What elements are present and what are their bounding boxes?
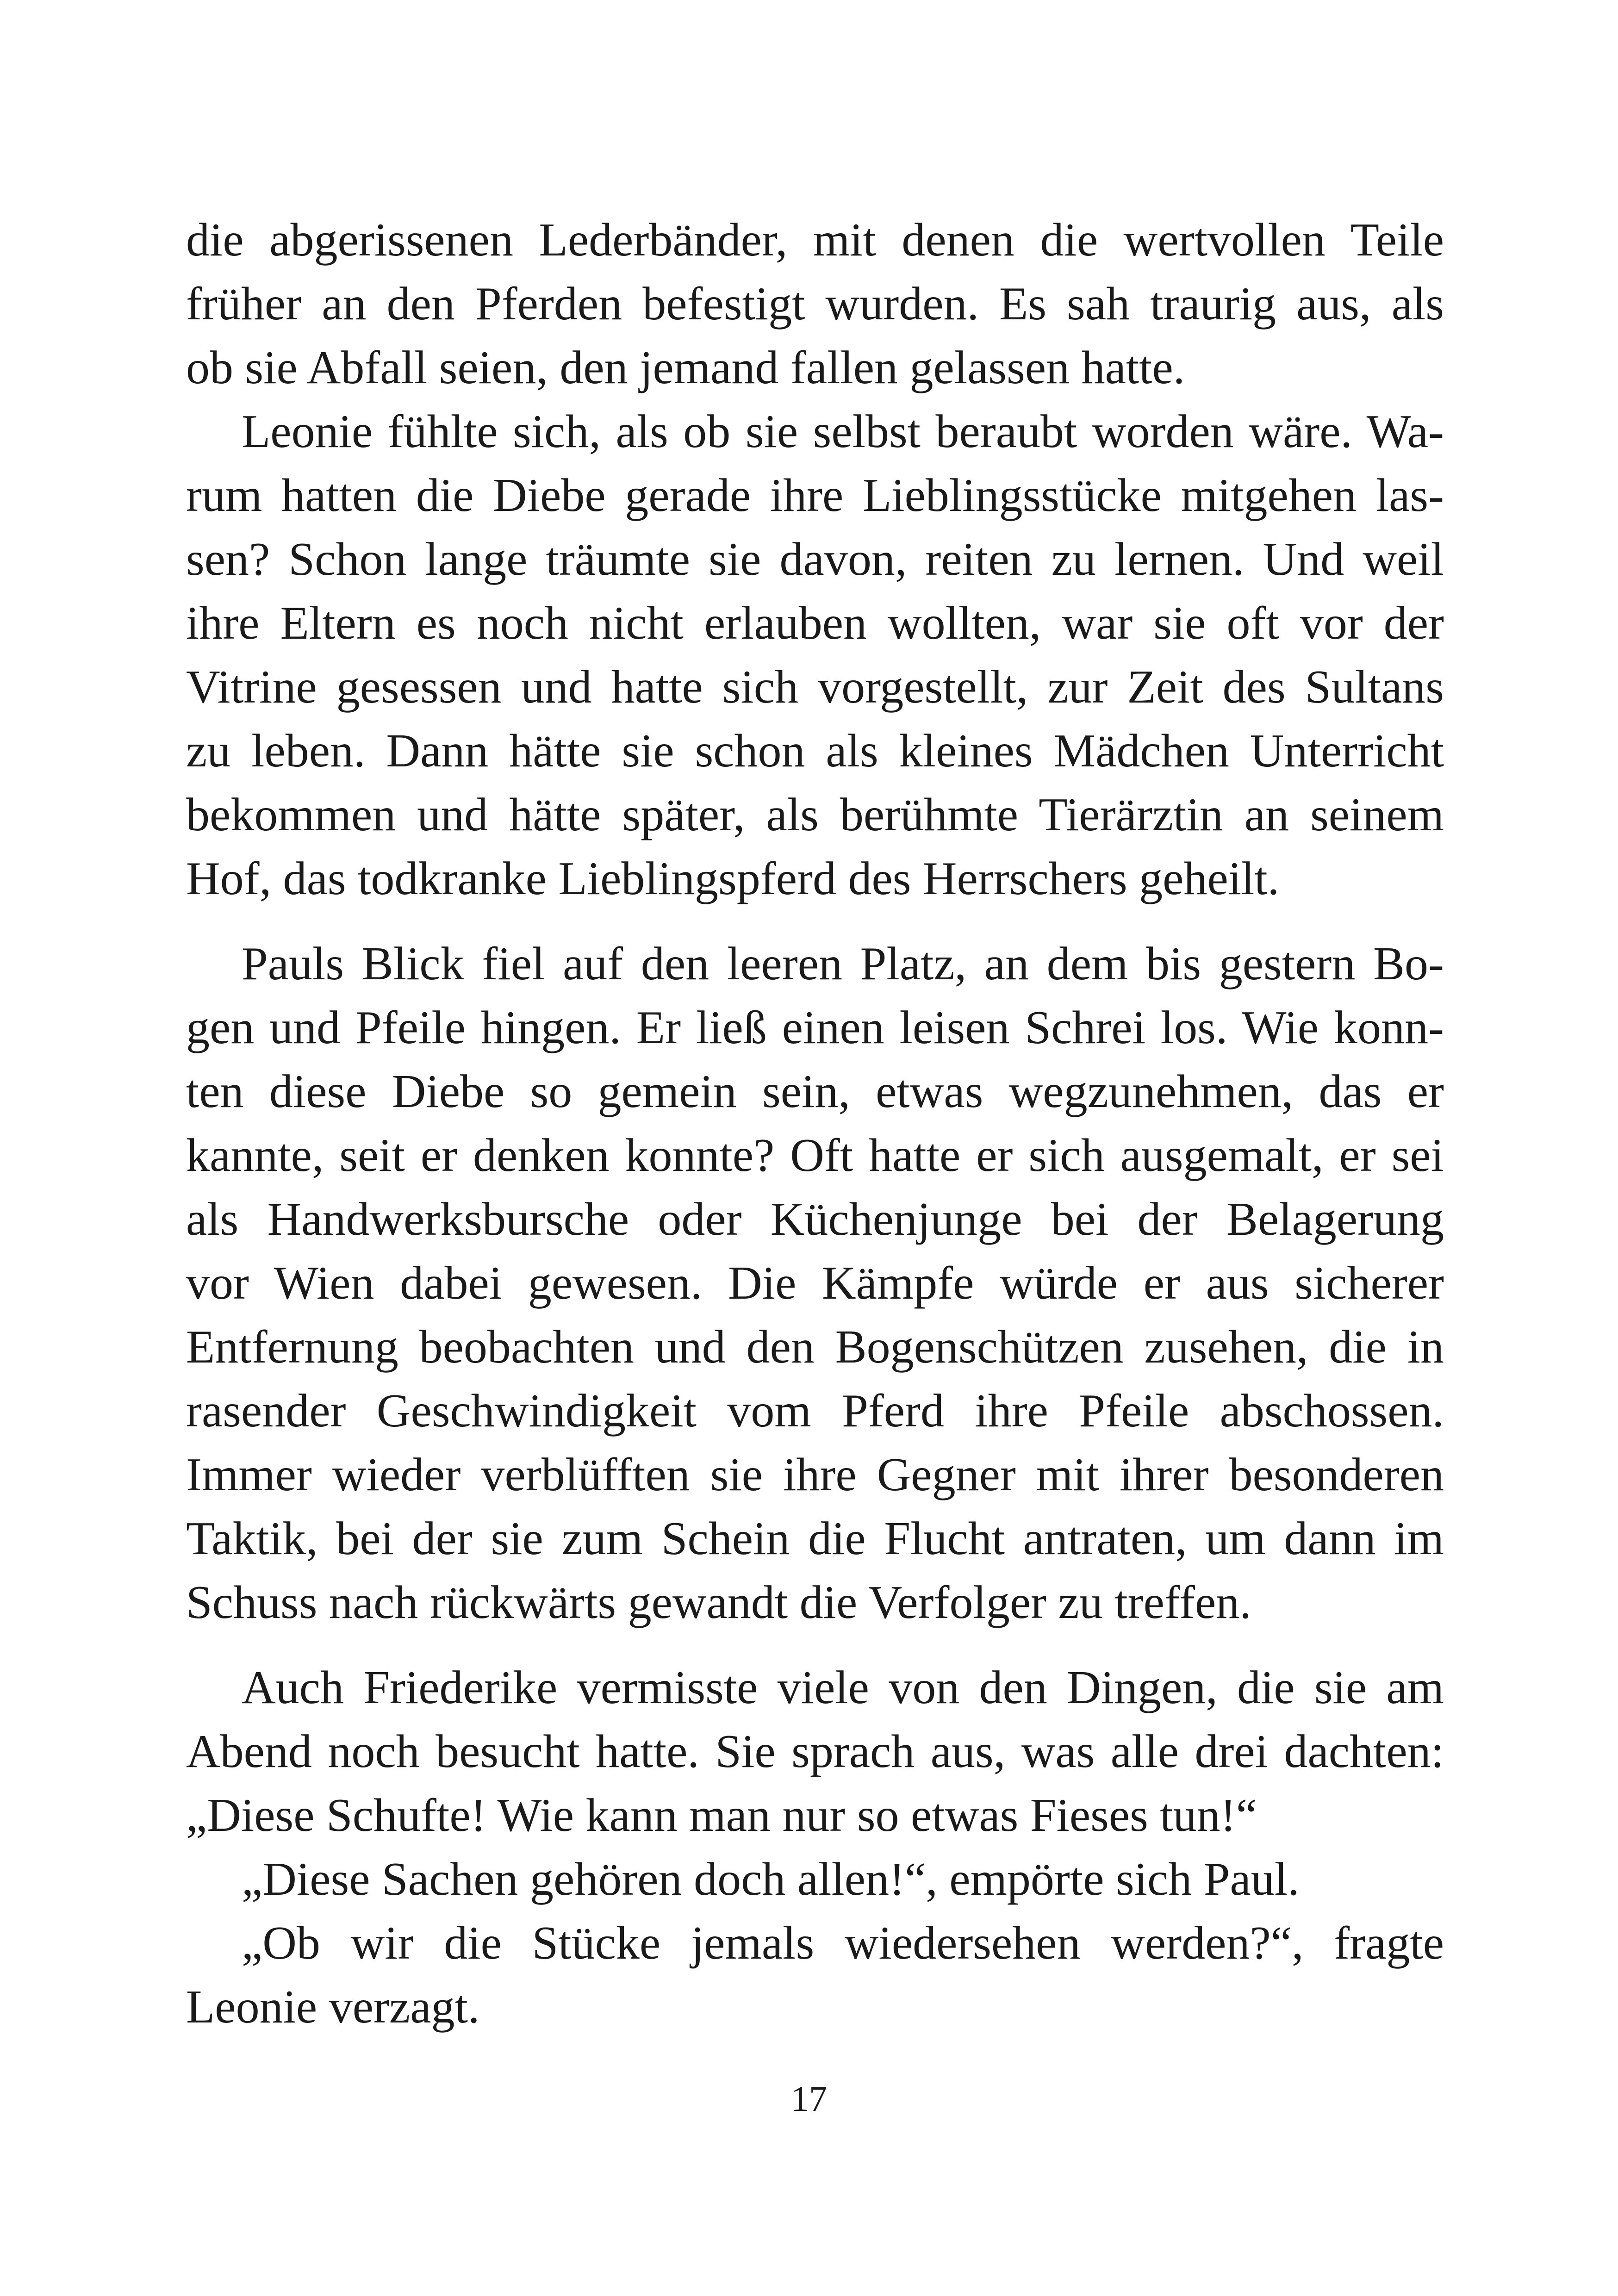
text-line: sen? Schon lange träumte sie davon, reiten zu lernen. Und weil	[186, 533, 1444, 585]
paragraph-4	[186, 1656, 1444, 1848]
text-line: vor Wien dabei gewesen. Die Kämpfe würde er aus sicherer	[186, 1257, 1444, 1309]
text-line: Immer wieder verblüfften sie ihre Gegner mit ihrer besonderen	[186, 1449, 1444, 1501]
body-text	[186, 208, 1444, 2039]
paragraph-5	[186, 1848, 1444, 1911]
text-line: rum hatten die Diebe gerade ihre Lieblingsstücke mitgehen las-	[186, 469, 1444, 522]
text-line: gen und Pfeile hingen. Er ließ einen leisen Schrei los. Wie konn-	[186, 1002, 1444, 1054]
text-line: rasender Geschwindigkeit vom Pferd ihre Pfeile abschossen.	[186, 1385, 1444, 1437]
text-line: ihre Eltern es noch nicht erlauben wollten, war sie oft vor der	[186, 597, 1444, 649]
text-line: die abgerissenen Lederbänder, mit denen die wertvollen Teile	[186, 214, 1444, 266]
text-line: kannte, seit er denken konnte? Oft hatte er sich ausgemalt, er sei	[186, 1129, 1444, 1182]
text-line: früher an den Pferden befestigt wurden. Es sah traurig aus, als	[186, 278, 1444, 330]
text-line: Abend noch besucht hatte. Sie sprach aus, was alle drei dachten:	[186, 1725, 1444, 1778]
text-line: „Ob wir die Stücke jemals wiedersehen werden?“, fragte	[242, 1917, 1444, 1969]
paragraph-6	[186, 1911, 1444, 2039]
text-line: Schuss nach rückwärts gewandt die Verfolger zu treffen.	[186, 1576, 1251, 1629]
text-line: Leonie verzagt.	[186, 1981, 480, 2033]
paragraph-2	[186, 400, 1444, 911]
text-line: ob sie Abfall seien, den jemand fallen gelassen hatte.	[186, 342, 1185, 394]
text-line: Taktik, bei der sie zum Schein die Flucht antraten, um dann im	[186, 1512, 1444, 1565]
text-line: ten diese Diebe so gemein sein, etwas wegzunehmen, das er	[186, 1065, 1444, 1118]
text-line: „Diese Sachen gehören doch allen!“, empörte sich Paul.	[242, 1853, 1300, 1905]
text-line: Pauls Blick fiel auf den leeren Platz, an dem bis gestern Bo-	[242, 938, 1444, 990]
text-line: bekommen und hätte später, als berühmte Tierärztin an seinem	[186, 789, 1444, 841]
text-line: als Handwerksbursche oder Küchenjunge bei der Belagerung	[186, 1193, 1444, 1245]
text-line: Auch Friederike vermisste viele von den Dingen, die sie am	[242, 1661, 1444, 1714]
text-line: Hof, das todkranke Lieblingspferd des Herrschers geheilt.	[186, 852, 1280, 905]
text-line: zu leben. Dann hätte sie schon als kleines Mädchen Unterricht	[186, 725, 1444, 777]
text-line: Vitrine gesessen und hatte sich vorgestellt, zur Zeit des Sultans	[186, 661, 1444, 713]
paragraph-3	[186, 932, 1444, 1635]
text-line: Leonie fühlte sich, als ob sie selbst beraubt worden wäre. Wa-	[242, 405, 1444, 458]
text-line: „Diese Schufte! Wie kann man nur so etwas Fieses tun!“	[186, 1789, 1257, 1842]
page-number: 17	[791, 2078, 827, 2119]
paragraph-1	[186, 208, 1444, 400]
text-line: Entfernung beobachten und den Bogenschützen zusehen, die in	[186, 1321, 1444, 1373]
